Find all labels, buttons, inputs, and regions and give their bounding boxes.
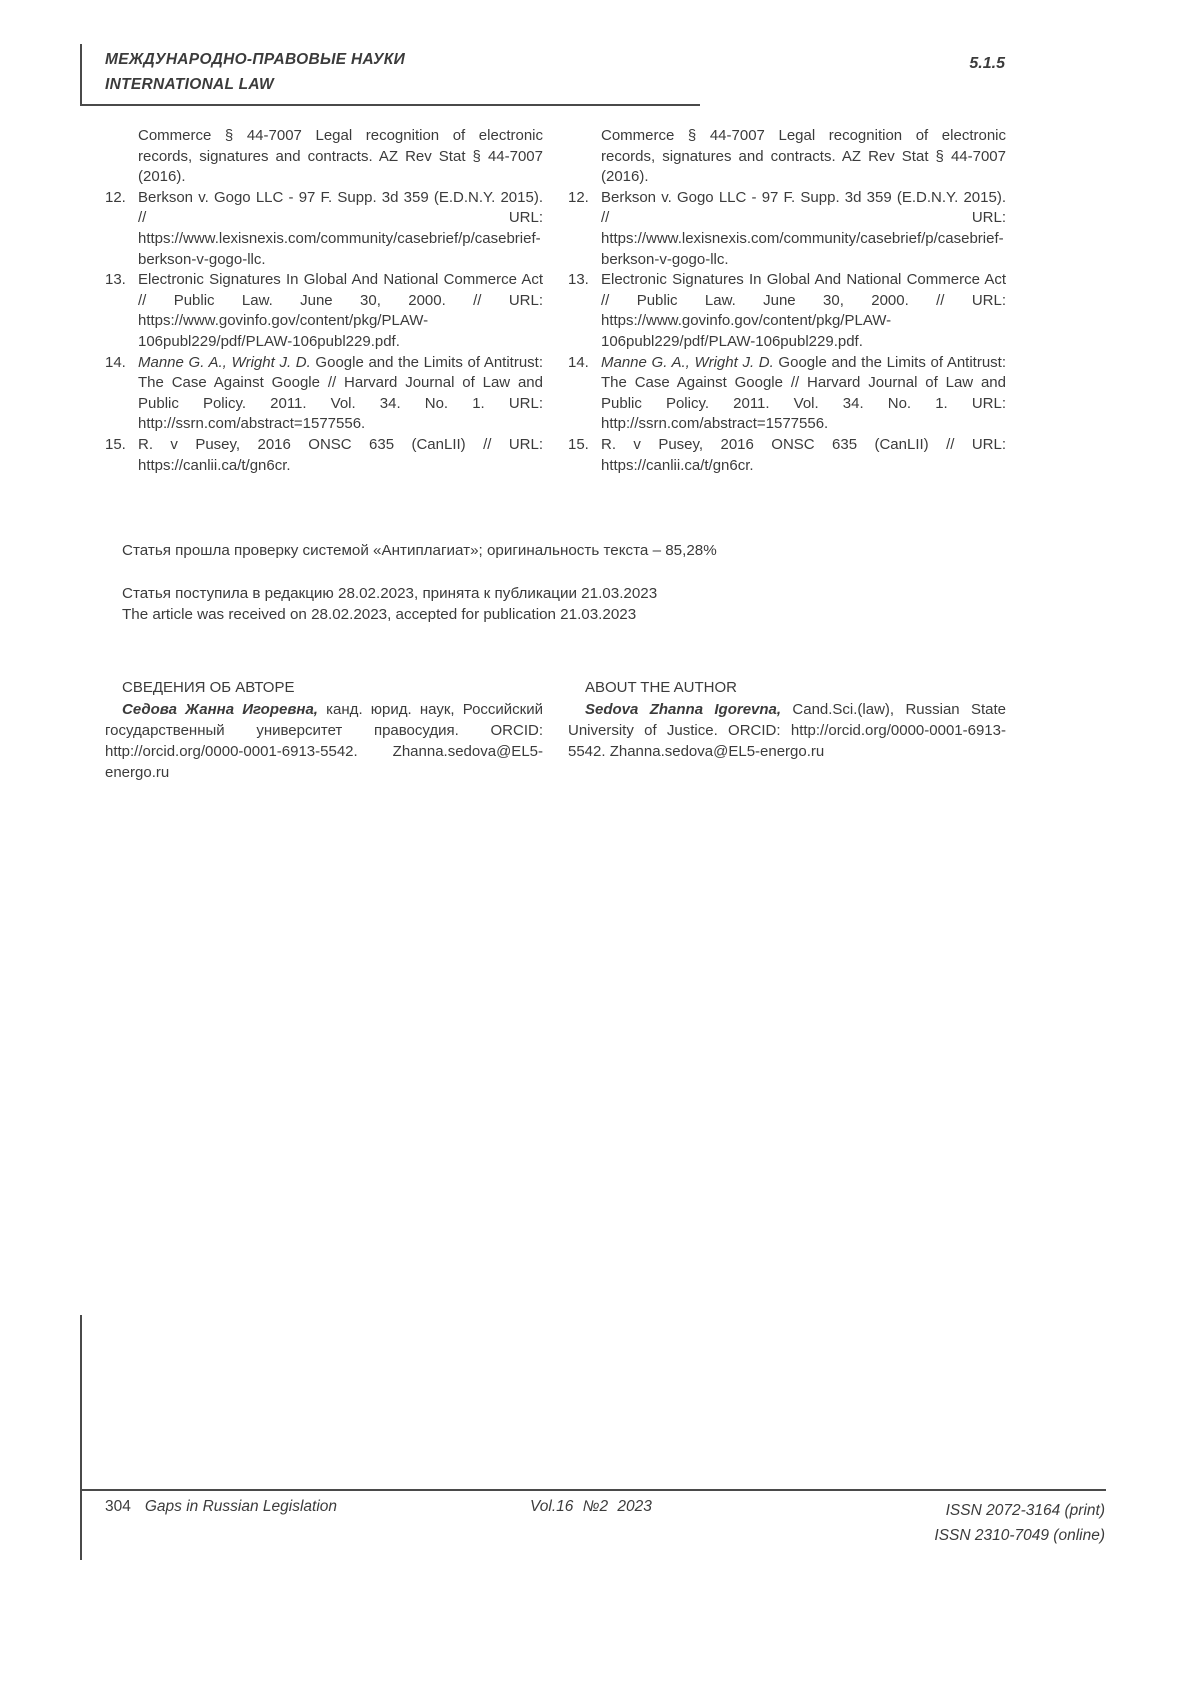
author-details-en: Cand.Sci.(law), Russian State University of Justice. ORCID: http://orcid.org/0000-0001-6913-5542. Zhanna.sedova@EL5-energo.ru: [568, 701, 1006, 760]
footer-left: [105, 1498, 337, 1516]
journal-title: Gaps in Russian Legislation: [144, 1498, 338, 1515]
reference-number: 14.: [568, 353, 589, 371]
author-heading-ru: СВЕДЕНИЯ ОБ АВТОРЕ: [122, 679, 295, 696]
references-section: [105, 126, 1006, 476]
received-note-en: The article was received on 28.02.2023, accepted for publication 21.03.2023: [122, 606, 637, 623]
author-paragraph-ru: [105, 699, 543, 783]
reference-item-14: [568, 353, 1006, 435]
reference-item-15: [105, 435, 543, 476]
issn-print: ISSN 2072-3164 (print): [945, 1502, 1105, 1519]
author-paragraph-en: [568, 699, 1006, 762]
author-heading-en: ABOUT THE AUTHOR: [585, 679, 737, 696]
reference-number: 13.: [568, 271, 589, 289]
reference-number: 13.: [105, 271, 126, 289]
volume-issue: Vol.16 №2 2023: [530, 1498, 652, 1515]
footer-issn: [934, 1498, 1105, 1548]
reference-authors: Manne G. A., Wright J. D.: [138, 353, 311, 371]
issn-online: ISSN 2310-7049 (online): [934, 1527, 1105, 1544]
footer-top-rule: [80, 1489, 1106, 1491]
reference-number: 12.: [568, 188, 589, 206]
reference-item-13: [568, 270, 1006, 352]
reference-text: Google and the Limits of Antitrust: The Case Against Google // Harvard Journal of Law and Public Policy. 2011. Vol. 34. No. 1. URL: http://ssrn.com/abstract=1577556.: [601, 353, 1007, 433]
reference-number: 15.: [105, 435, 126, 453]
author-name-ru: Седова Жанна Игоревна,: [122, 701, 318, 718]
reference-number: 15.: [568, 435, 589, 453]
author-details-ru: канд. юрид. наук, Российский государственный университет правосудия. ORCID: http://orcid.org/0000-0001-6913-5542. Zhanna.sedova@EL5-energo.ru: [105, 701, 543, 781]
reference-item-12: [105, 188, 543, 270]
reference-text: Berkson v. Gogo LLC - 97 F. Supp. 3d 359 (E.D.N.Y. 2015). // URL: https://www.lexisnexis.com/community/casebrief/p/casebrief-berkson-v-gogo-llc.: [138, 188, 543, 268]
reference-text: Electronic Signatures In Global And National Commerce Act // Public Law. June 30, 2000. // URL: https://www.govinfo.gov/content/pkg/PLAW-106publ229/pdf/PLAW-106publ229.pdf.: [601, 271, 1006, 350]
header-bottom-rule: [80, 104, 700, 106]
reference-number: 14.: [105, 353, 126, 371]
author-info-ru: [105, 677, 543, 783]
reference-text: R. v Pusey, 2016 ONSC 635 (CanLII) // URL: https://canlii.ca/t/gn6cr.: [601, 435, 1006, 474]
page-number: 304: [105, 1498, 131, 1515]
reference-text: Electronic Signatures In Global And National Commerce Act // Public Law. June 30, 2000. // URL: https://www.govinfo.gov/content/pkg/PLAW-106publ229/pdf/PLAW-106publ229.pdf.: [138, 271, 543, 350]
specialty-code: 5.1.5: [969, 55, 1005, 72]
section-rubric-en: INTERNATIONAL LAW: [105, 76, 274, 93]
header-left-rule: [80, 44, 82, 105]
footer-left-rule: [80, 1315, 82, 1560]
article-notes: [122, 540, 717, 625]
reference-authors: Manne G. A., Wright J. D.: [601, 353, 774, 371]
reference-carryover: Commerce § 44-7007 Legal recognition of electronic records, signatures and contracts. AZ Rev Stat § 44-7007 (2016).: [601, 127, 1006, 186]
reference-item-12: [568, 188, 1006, 270]
reference-item-15: [568, 435, 1006, 476]
reference-text: R. v Pusey, 2016 ONSC 635 (CanLII) // URL: https://canlii.ca/t/gn6cr.: [138, 435, 543, 474]
references-column-right: [568, 126, 1006, 476]
references-column-left: [105, 126, 543, 476]
antiplagiat-note: Статья прошла проверку системой «Антиплагиат»; оригинальность текста – 85,28%: [122, 542, 717, 559]
author-info-en: [568, 677, 1006, 783]
section-rubric-ru: МЕЖДУНАРОДНО-ПРАВОВЫЕ НАУКИ: [105, 51, 406, 68]
reference-carryover: Commerce § 44-7007 Legal recognition of electronic records, signatures and contracts. AZ Rev Stat § 44-7007 (2016).: [138, 127, 543, 186]
received-note-ru: Статья поступила в редакцию 28.02.2023, принята к публикации 21.03.2023: [122, 585, 658, 602]
reference-item-14: [105, 353, 543, 435]
reference-item-13: [105, 270, 543, 352]
reference-text: Berkson v. Gogo LLC - 97 F. Supp. 3d 359 (E.D.N.Y. 2015). // URL: https://www.lexisnexis.com/community/casebrief/p/casebrief-berkson-v-gogo-llc.: [601, 188, 1006, 268]
author-info-section: [105, 677, 1006, 783]
page-header: [105, 47, 405, 97]
author-name-en: Sedova Zhanna Igorevna,: [585, 701, 782, 718]
reference-text: Google and the Limits of Antitrust: The Case Against Google // Harvard Journal of Law and Public Policy. 2011. Vol. 34. No. 1. URL: http://ssrn.com/abstract=1577556.: [138, 353, 544, 433]
reference-number: 12.: [105, 188, 126, 206]
